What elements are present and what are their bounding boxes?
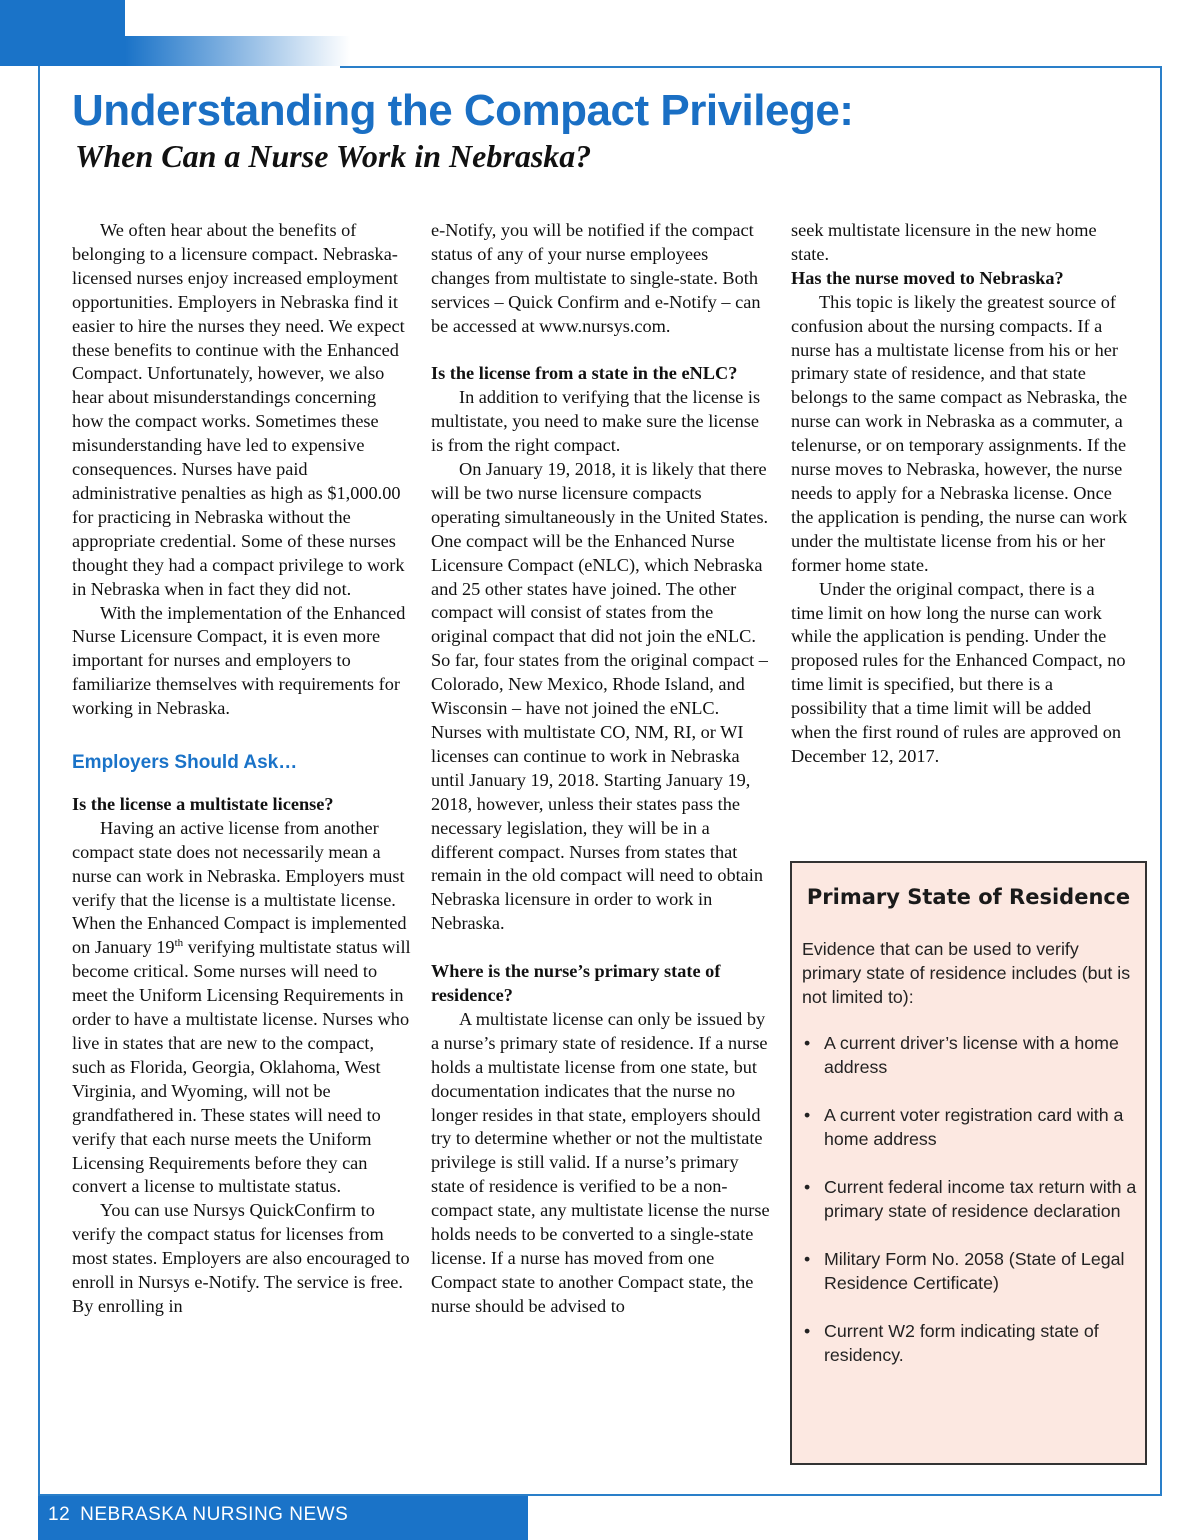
list-item-text: A current driver’s license with a home address	[824, 1033, 1119, 1077]
question-heading: Has the nurse moved to Nebraska?	[791, 267, 1064, 288]
bullet-icon: •	[804, 1249, 811, 1269]
article-column-2	[431, 219, 771, 1319]
page-number: 12	[48, 1504, 71, 1525]
list-item-text: Current W2 form indicating state of residency.	[824, 1321, 1099, 1365]
paragraph: In addition to verifying that the license is multistate, you need to make sure the license is from the right compact.	[431, 387, 761, 456]
paragraph: A multistate license can only be issued by a nurse’s primary state of residence. If a nurse holds a multistate license from one state, but documentation indicates that the nurse no longer resides in that state, employers should try to determine whether or not the multistate privilege is still valid. If a nurse’s primary state of residence is verified to be a non-compact state, any multistate license the nurse holds needs to be converted to a single-state license. If a nurse has moved from one Compact state to another Compact state, the nurse should be advised to	[431, 1008, 770, 1316]
paragraph-text: Having an active license from another compact state does not necessarily mean a nurse can work in Nebraska. Employers must verify that the license is a multistate license. When the Enhanced Compact is implemented on January 19	[72, 817, 407, 958]
header-gradient-bar	[125, 36, 350, 66]
article-subtitle: When Can a Nurse Work in Nebraska?	[75, 138, 592, 174]
paragraph: On January 19, 2018, it is likely that there will be two nurse licensure compacts operating simultaneously in the United States. One compact will be the Enhanced Nurse Licensure Compact (eNLC), which Nebraska and 25 other states have joined. The other compact will consist of states from the original compact that did not join the eNLC. So far, four states from the original compact – Colorado, New Mexico, Rhode Island, and Wisconsin – have not joined the eNLC. Nurses with multistate CO, NM, RI, or WI licenses can continue to work in Nebraska until January 19, 2018. Starting January 19, 2018, however, unless their states pass the necessary legislation, they will be in a different compact. Nurses from states that remain in the old compact will need to obtain Nebraska licensure in order to work in Nebraska.	[431, 459, 769, 934]
list-item	[802, 1031, 1137, 1079]
footer	[48, 1504, 348, 1526]
publication-name: NEBRASKA NURSING NEWS	[80, 1504, 349, 1525]
question-heading: Is the license a multistate license?	[72, 793, 334, 814]
evidence-list	[802, 1031, 1137, 1391]
paragraph: e-Notify, you will be notified if the compact status of any of your nurse employees changes from multistate to single-state. Both services – Quick Confirm and e-Notify – can be accessed at www.nursys.com.	[431, 220, 761, 336]
article-column-1	[72, 219, 412, 1319]
question-heading: Where is the nurse’s primary state of residence?	[431, 961, 721, 1005]
paragraph-text: verifying multistate status will become critical. Some nurses will need to meet the Uniform Licensing Requirements in order to have a multistate license. Nurses who live in states that are new to the compact, such as Florida, Georgia, Oklahoma, West Virginia, and Wyoming, will not be grandfathered in. These states will need to verify that each nurse meets the Uniform Licensing Requirements before they can convert a license to multistate status.	[72, 937, 411, 1197]
article-title: Understanding the Compact Privilege:	[72, 86, 854, 135]
paragraph: With the implementation of the Enhanced Nurse Licensure Compact, it is even more important for nurses and employers to familiarize themselves with requirements for working in Nebraska.	[72, 602, 406, 719]
list-item	[802, 1247, 1137, 1295]
paragraph: seek multistate licensure in the new home state.	[791, 220, 1097, 264]
bullet-icon: •	[804, 1321, 811, 1341]
superscript: th	[174, 937, 184, 950]
question-heading: Is the license from a state in the eNLC?	[431, 363, 738, 384]
list-item-text: Current federal income tax return with a primary state of residence declaration	[824, 1177, 1137, 1221]
paragraph: Under the original compact, there is a time limit on how long the nurse can work while the application is pending. Under the proposed rules for the Enhanced Compact, no time limit is specified, but there is a possibility that a time limit will be added when the first round of rules are approved on December 12, 2017.	[791, 578, 1126, 766]
bullet-icon: •	[804, 1105, 811, 1125]
list-item	[802, 1319, 1137, 1367]
bullet-icon: •	[804, 1177, 811, 1197]
bullet-icon: •	[804, 1033, 811, 1053]
paragraph: This topic is likely the greatest source of confusion about the nursing compacts. If a nurse has a multistate license from his or her primary state of residence, and that state belongs to the same compact as Nebraska, the nurse can work in Nebraska as a commuter, a telenurse, or on temporary assignments. If the nurse moves to Nebraska, however, the nurse needs to apply for a Nebraska license. Once the application is pending, the nurse can work under the multistate license from his or her former home state.	[791, 291, 1128, 575]
sidebar-intro: Evidence that can be used to verify primary state of residence includes (but is not limited to):	[802, 939, 1131, 1007]
frame-top-rule	[340, 66, 1162, 68]
paragraph: You can use Nursys QuickConfirm to verify the compact status for licenses from most states. Employers are also encouraged to enroll in Nursys e-Notify. The service is free. By enrolling in	[72, 1200, 410, 1316]
article-column-3	[791, 219, 1131, 769]
list-item-text: Military Form No. 2058 (State of Legal Residence Certificate)	[824, 1249, 1125, 1293]
section-heading: Employers Should Ask…	[72, 751, 298, 773]
paragraph	[72, 817, 412, 1200]
header-color-block	[0, 0, 125, 66]
sidebar-title: Primary State of Residence	[806, 885, 1131, 909]
list-item-text: A current voter registration card with a home address	[824, 1105, 1124, 1149]
list-item	[802, 1103, 1137, 1151]
list-item	[802, 1175, 1137, 1223]
paragraph: We often hear about the benefits of belonging to a licensure compact. Nebraska-licensed nurses enjoy increased employment opportunities. Employers in Nebraska find it easier to hire the nurses they need. We expect these benefits to continue with the Enhanced Compact. Unfortunately, however, we also hear about misunderstandings concerning how the compact works. Sometimes these misunderstanding have led to expensive consequences. Nurses have paid administrative penalties as high as $1,000.00 for practicing in Nebraska without the appropriate credential. Some of these nurses thought they had a compact privilege to work in Nebraska when in fact they did not.	[72, 220, 405, 599]
sidebar-box	[790, 861, 1147, 1465]
